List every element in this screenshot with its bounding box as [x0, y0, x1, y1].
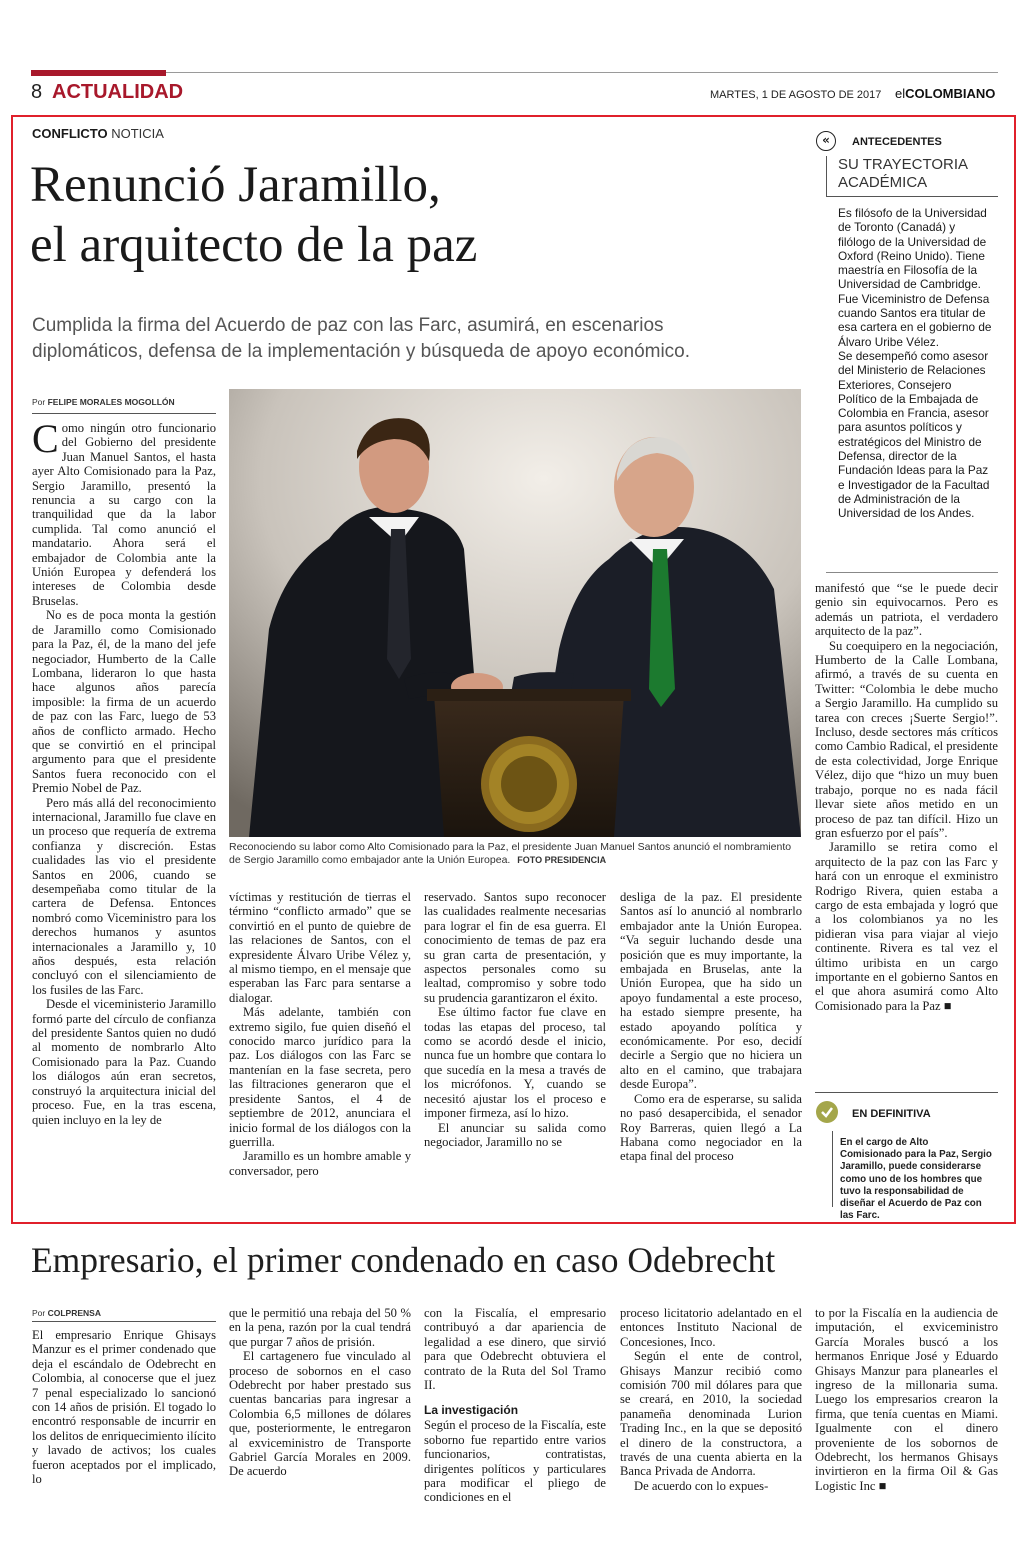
definitiva-check-icon [816, 1101, 838, 1123]
second-headline: Empresario, el primer condenado en caso Odebrecht [31, 1240, 776, 1280]
main-col1-paragraph-1-text: omo ningún otro funcionario del Gobierno del presidente Juan Manuel Santos, el hasta ayer Alto Comisionado para la Paz, Sergio Jaramillo, presentó la renuncia a su cargo con la tranquilidad que da la labor cumplida. Tal como anunció el mandatario. Ahora será el embajador de Colombia ante la Unión Europea y defenderá los intereses de Colombia desde Bruselas. [32, 421, 216, 608]
sidebar-rule [826, 196, 998, 197]
main-col4-paragraph-2: Como era de esperarse, su salida no pasó desapercibida, el senador Roy Barreras, quien llegó a La Habana como negociador en la etapa final del proceso [620, 1091, 802, 1164]
second-col2-paragraph-2: El cartagenero fue vinculado al proceso de sobornos en el caso Odebrecht por haber prestado sus cuentas bancarias para ingresar a Colombia 6,5 millones de dólares que, posteriormente, le entregaron al exviceministro de Transporte Gabriel García Morales en 2009. De acuerdo [229, 1349, 411, 1479]
photo-credit: FOTO PRESIDENCIA [517, 855, 607, 865]
kicker-type: NOTICIA [111, 126, 164, 141]
second-col3-paragraph-1: con la Fiscalía, el empresario contribuyó a dar apariencia de legalidad a ese dinero, que sirvió para que Odebrecht obtuviera el contrato de la Ruta del Sol Tramo II. [424, 1306, 606, 1393]
second-byline [32, 1308, 101, 1319]
main-col1-paragraph-3: Pero más allá del reconocimiento internacional, Jaramillo fue clave en un proceso que requería de extrema confianza y discreción. Estas cualidades las vio el presidente Santos en 2006, cuando se desempeñaba como titular de la cartera de Defensa. Entonces nombró como Viceministro para los derechos humanos y asuntos internacionales a Jaramillo y, 10 años después, esta relación concluyó con el silenciamiento de los fusiles de las Farc. [32, 795, 216, 997]
double-chevron-icon: « [816, 131, 836, 151]
sidebar-label: ANTECEDENTES [852, 136, 942, 148]
sidebar-bottom-rule [826, 572, 998, 573]
sidebar-title-line-2: ACADÉMICA [838, 174, 928, 191]
sidebar-body [838, 206, 993, 521]
second-byline-rule [32, 1321, 216, 1322]
second-column-2 [229, 1306, 411, 1479]
second-col4-paragraph-3: De acuerdo con lo expues- [634, 1478, 769, 1493]
main-col3-paragraph-1: reservado. Santos supo reconocer las cualidades realmente necesarias para lograr el fin de esa guerra. El conocimiento de temas de paz era su gran carta de presentación, y aspectos personales como su lealtad, compromiso y sobre todo su prudencia garantizaron el éxito. [424, 890, 606, 1005]
second-byline-author: COLPRENSA [47, 1308, 101, 1318]
main-column-2 [229, 890, 411, 1178]
definitiva-text: En el cargo de Alto Comisionado para la Paz, Sergio Jaramillo, puede considerarse como uno de los hombres que tuvo la responsabilidad de diseñar el Acuerdo de Paz con las Farc. [840, 1137, 992, 1222]
photo-illustration [229, 389, 801, 837]
sidebar-title-line-1: SU TRAYECTORIA [838, 156, 969, 173]
article-kicker [32, 126, 164, 142]
main-col1-paragraph-4: Desde el viceministerio Jaramillo formó parte del círculo de confianza del presidente Santos quien no dudó al momento de nombrarlo Alto Comisionado para la Paz. Cuando los diálogos aún eran secretos, construyó la arquitectura inicial del proceso. Fue, en la tras escena, quien incluyo en la ley de [32, 997, 216, 1127]
photo-caption-text: Reconociendo su labor como Alto Comisionado para la Paz, el presidente Juan Manuel Santos anunció el nombramiento de Sergio Jaramillo como embajador ante la Unión Europea. [229, 841, 792, 866]
sidebar-paragraph-2: Se desempeñó como asesor del Ministerio de Relaciones Exteriores, Consejero Político de la Embajada de Colombia en Francia, asesor para asuntos políticos y estratégicos del Ministro de Defensa, director de la Fundación Ideas para la Paz e Investigador de la Facultad de Administración de la Universidad de los Andes. [838, 348, 990, 521]
main-column-1 [32, 416, 216, 1127]
newspaper-logo [895, 86, 995, 102]
main-col5-paragraph-1: manifestó que “se le puede decir genio sin equivocarnos. Pero es además un patriota, el verdadero arquitecto de la paz”. [815, 581, 998, 639]
main-byline [32, 397, 175, 408]
main-col2-paragraph-3: Jaramillo es un hombre amable y conversador, pero [229, 1149, 411, 1178]
definitiva-label: EN DEFINITIVA [852, 1108, 931, 1120]
photo-caption [229, 841, 799, 867]
main-headline-line-2: el arquitecto de la paz [30, 217, 478, 273]
definitiva-icon [816, 1101, 838, 1123]
main-col1-paragraph-2: No es de poca monta la gestión de Jaramillo como Comisionado para la Paz, él, de la mano del jefe negociador, Humberto de la Calle Lombana, lideraron lo que hasta hace algunos años parecía imposible: la firma de un acuerdo de paz con las Farc, luego de 53 años de conflicto armado. Hecho que se convirtió en el principal argumento para que el presidente Santos fuera reconocido con el Premio Nobel de Paz. [32, 608, 216, 796]
issue-date: MARTES, 1 DE AGOSTO DE 2017 [710, 89, 882, 101]
sidebar-paragraph-1: Es filósofo de la Universidad de Toronto (Canadá) y filólogo de la Universidad de Oxford (Reino Unido). Tiene maestría en Filosofía de la Universidad de Cambridge. Fue Viceministro de Defensa cuando Santos era titular de esa cartera en el gobierno de Álvaro Uribe Vélez. [838, 206, 992, 349]
byline-author: FELIPE MORALES MOGOLLÓN [47, 397, 175, 407]
main-col1-paragraph-1 [32, 416, 216, 608]
main-column-4 [620, 890, 802, 1164]
article-deck-line-1: Cumplida la firma del Acuerdo de paz con las Farc, asumirá, en escenarios [32, 315, 664, 336]
second-col3-paragraph-2: Según el proceso de la Fiscalía, este soborno fue repartido entre varios funcionarios, contratistas, dirigentes políticos y particulares para modificar el pliego de condiciones en el [424, 1418, 606, 1505]
second-col4-paragraph-2: Según el ente de control, Ghisays Manzur recibió como comisión 700 mil dólares para que se creará, en 2010, la sociedad panameña denominada Lurion Trading Inc., en la que se depositó el dinero de la constructora, a través de una cuenta abierta en la Banca Privada de Andorra. [620, 1349, 802, 1479]
main-col3-paragraph-2: Ese último factor fue clave en todas las etapas del proceso, tal como se acordó desde el inicio, nunca fue un hombre que contara lo que sucedía en la mesa a través de los micrófonos. Y, cuando se necesitó ajustar los el proceso e imponer firmeza, así lo hizo. [424, 1005, 606, 1121]
second-subhead: La investigación [424, 1403, 519, 1418]
main-headline-line-1: Renunció Jaramillo, [30, 157, 441, 213]
main-col4-paragraph-1: desliga de la paz. El presidente Santos así lo anunció al nombrarlo embajador ante la Unión Europea. “Va seguir luchando desde una posición que es muy importante, la embajada en Bruselas, ante la Unión Europea, que ha sido un apoyo fundamental a este proceso, ha estado siempre presente, ha estado apoyando política y económicamente. Por eso, decidí decirle a Sergio que no hiciera un alto en el camino, que trabajara desde Europa”. [620, 890, 802, 1092]
page-number: 8 [31, 81, 43, 103]
main-headline [30, 155, 477, 275]
drop-cap: C [32, 416, 59, 461]
second-col4-paragraph-1: proceso licitatorio adelantado en el entonces Instituto Nacional de Concesiones, Inco. [620, 1306, 802, 1349]
byline-rule [32, 413, 216, 414]
main-col5-paragraph-3: Jaramillo se retira como el arquitecto de la paz con las Farc y hará con un enroque el exministro Rodrigo Rivera, quien estaba a cargo de esta embajada y logró que a los colombianos ya no les pidieran visa para viajar al viejo continente. Rivera es tal vez el último uribista en un cargo importante en el gobierno Santos en el que ahora asumirá como Alto Comisionado para la Paz ■ [815, 840, 998, 1013]
second-byline-prefix: Por [32, 1308, 46, 1318]
main-col2-paragraph-1: víctimas y restitución de tierras el término “conflicto armado” que se convirtió en el punto de quiebre de las relaciones de Santos, con el expresidente Álvaro Uribe Vélez y, al mismo tiempo, en el mensaje que esperaban las Farc para sentarse a dialogar. [229, 890, 411, 1005]
main-column-5 [815, 581, 998, 1013]
second-col1-paragraph-1: El empresario Enrique Ghisays Manzur es el primer condenado que deja el escándalo de Odebrecht en Colombia, al conocerse que el juez 7 penal especializado lo sancionó con 14 años de prisión. El togado lo encontró responsable de incurrir en los delitos de enriquecimiento ilícito y lavado de activos; los cuales fueron aceptados por el implicado, lo [32, 1328, 216, 1487]
second-column-5 [815, 1306, 998, 1493]
main-column-3 [424, 890, 606, 1149]
main-col5-paragraph-2: Su coequipero en la negociación, Humberto de la Calle Lombana, afirmó, a través de su cuenta en Twitter: “Colombia le debe mucho a Sergio Jaramillo. Ha cumplido su tarea con creces ¡Suerte Sergio!”. Incluso, desde sectores más críticos como Cambio Radical, el presidente de esta colectividad, Jorge Enrique Vélez, dijo que “hizo un muy buen trabajo, porque no es nada fácil llevar siete años metido en un proceso de paz tan difícil. Hizo un gran esfuerzo por el país”. [815, 638, 998, 840]
newspaper-logo-name: COLOMBIANO [905, 86, 996, 101]
definitiva-top-rule [815, 1092, 998, 1093]
second-column-1 [32, 1328, 216, 1486]
masthead-accent-bar [31, 70, 166, 76]
sidebar-title [838, 156, 968, 192]
newspaper-logo-prefix: el [895, 86, 906, 101]
byline-prefix: Por [32, 397, 46, 407]
second-column-3 [424, 1306, 606, 1505]
article-deck-line-2: diplomáticos, defensa de la implementación y búsqueda de apoyo económico. [32, 341, 691, 362]
second-col2-paragraph-1: que le permitió una rebaja del 50 % en la pena, razón por la cual tendrá que purgar 7 años de prisión. [229, 1306, 411, 1349]
article-photo [229, 389, 801, 837]
main-col3-paragraph-3: El anunciar su salida como negociador, Jaramillo no se [424, 1120, 606, 1149]
kicker-category: CONFLICTO [32, 126, 108, 141]
main-col2-paragraph-2: Más adelante, también con extremo sigilo, fue quien diseñó el conocido marco jurídico para la paz. Los diálogos con las Farc se mantenían en la fase secreta, pero las filtraciones generaron que el presidente Santos, el 4 de septiembre de 2012, anunciara el inicio formal de los diálogos con la guerrilla. [229, 1005, 411, 1149]
sidebar-divider-left [826, 156, 827, 196]
second-col5-paragraph-1: to por la Fiscalía en la audiencia de imputación, el exviceministro García Morales buscó a los hermanos Enrique José y Eduardo Ghisays Manzur para planearles el ingreso de la millonaria suma. Luego los empresarios crearon la firma, que tenía cuentas en Miami. Igualmente con el dinero proveniente de los sobornos de Odebrecht, los hermanos Ghisays invirtieron en la firma Oil & Gas Logistic Inc ■ [815, 1306, 998, 1493]
second-column-4 [620, 1306, 802, 1493]
masthead-rule [166, 72, 998, 73]
section-name: ACTUALIDAD [52, 81, 184, 103]
article-deck [32, 313, 690, 365]
